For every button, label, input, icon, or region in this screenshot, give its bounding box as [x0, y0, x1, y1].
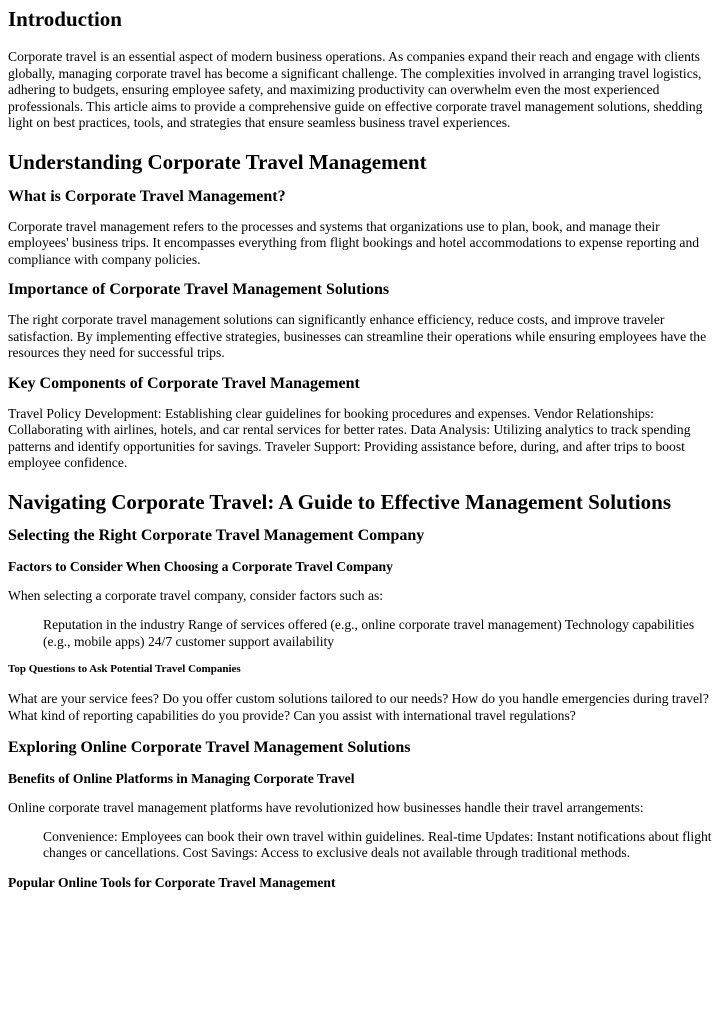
- benefits-list: Convenience: Employees can book their own travel within guidelines. Real-time Updates: Instant notifications about flight changes or cancellations. Cost Savings: Access to exclusive deals not available through traditional methods.: [43, 828, 712, 860]
- benefits-paragraph: Online corporate travel management platforms have revolutionized how businesses handle their travel arrangements:: [8, 800, 644, 815]
- heading-what-is: What is Corporate Travel Management?: [8, 187, 286, 205]
- heading-selecting: Selecting the Right Corporate Travel Management Company: [8, 526, 425, 544]
- heading-navigating: Navigating Corporate Travel: A Guide to Effective Management Solutions: [8, 489, 671, 514]
- article: [0, 6, 712, 892]
- heading-importance: Importance of Corporate Travel Management Solutions: [8, 281, 390, 298]
- heading-benefits: Benefits of Online Platforms in Managing Corporate Travel: [8, 771, 355, 786]
- heading-understanding: Understanding Corporate Travel Management: [8, 149, 427, 174]
- factors-paragraph: When selecting a corporate travel company, consider factors such as:: [8, 587, 384, 603]
- what-is-paragraph: Corporate travel management refers to the processes and systems that organizations use to plan, book, and manage their employees' business trips. It encompasses everything from flight bookings and hotel accommodations to expense reporting and compliance with company policies.: [8, 218, 700, 267]
- heading-questions: Top Questions to Ask Potential Travel Companies: [8, 663, 241, 675]
- heading-components: Key Components of Corporate Travel Management: [8, 374, 360, 392]
- factors-list: Reputation in the industry Range of services offered (e.g., online corporate travel management) Technology capabilities (e.g., mobile apps) 24/7 customer support availability: [43, 617, 695, 649]
- intro-paragraph: Corporate travel is an essential aspect of modern business operations. As companies expand their reach and engage with clients globally, managing corporate travel has become a significant challenge. The complexities involved in arranging travel logistics, adhering to budgets, ensuring employee safety, and maximizing productivity can overwhelm even the most experienced professionals. This article aims to provide a comprehensive guide on effective corporate travel management solutions, shedding light on best practices, tools, and strategies that ensure seamless business travel experiences.: [8, 49, 703, 130]
- heading-tools: Popular Online Tools for Corporate Travel Management: [8, 874, 336, 890]
- heading-introduction: Introduction: [8, 7, 122, 31]
- importance-paragraph: The right corporate travel management solutions can significantly enhance efficiency, reduce costs, and improve traveler satisfaction. By implementing effective strategies, businesses can streamline their operations while ensuring employees have the resources they need for successful trips.: [8, 312, 707, 360]
- questions-paragraph: What are your service fees? Do you offer custom solutions tailored to our needs? How do you handle emergencies during travel? What kind of reporting capabilities do you provide? Can you assist with international travel regulations?: [8, 691, 709, 723]
- heading-exploring: Exploring Online Corporate Travel Management Solutions: [8, 739, 411, 756]
- heading-factors: Factors to Consider When Choosing a Corporate Travel Company: [8, 558, 393, 574]
- components-paragraph: Travel Policy Development: Establishing clear guidelines for booking procedures and expenses. Vendor Relationships: Collaborating with airlines, hotels, and car rental services for better rates. Data Analysis: Utilizing analytics to track spending patterns and identify opportunities for savings. Traveler Support: Providing assistance before, during, and after trips to boost employee confidence.: [8, 405, 691, 470]
